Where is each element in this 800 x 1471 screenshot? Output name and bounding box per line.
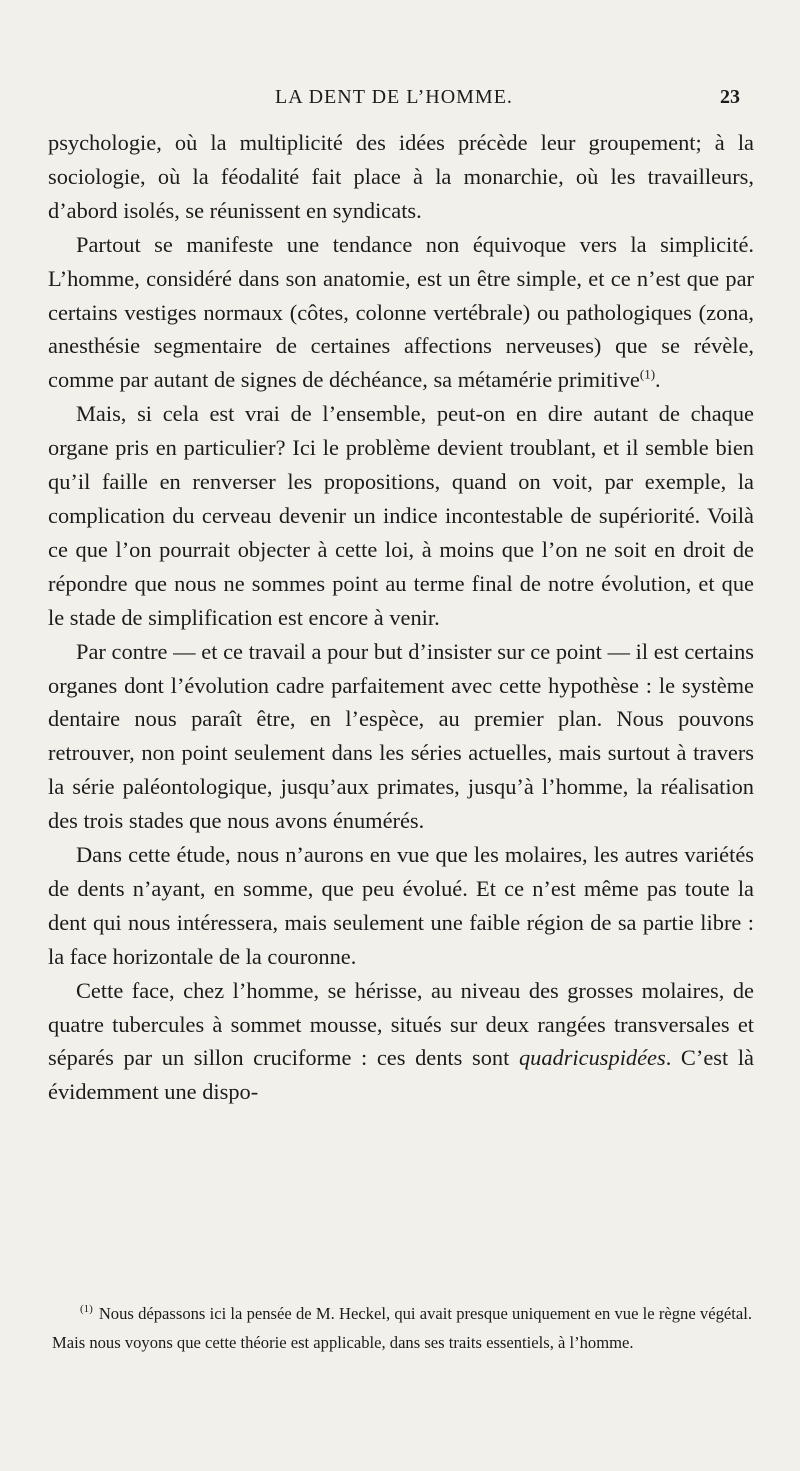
paragraph-1: psychologie, où la multiplicité des idées précède leur groupement; à la sociologie, où la féodalité fait place à la monarchie, où les travailleurs, d’abord isolés, se réunissent en syndicats. <box>48 130 754 223</box>
paragraph-4: Par contre — et ce travail a pour but d’insister sur ce point — il est certains organes dont l’évolution cadre parfaitement avec cette hypothèse : le système dentaire nous paraît être, en l’espèce, au premier plan. Nous pouvons retrouver, non point seulement dans les séries actuelles, mais surtout à travers la série paléontologique, jusqu’aux primates, jusqu’à l’homme, la réalisation des trois stades que nous avons énumérés. <box>48 638 754 834</box>
footnote <box>52 1300 752 1357</box>
footnote-reference: (1) <box>639 366 656 382</box>
paragraph-6 <box>48 974 754 1110</box>
paragraph-6-text-before: Cette face, chez l’homme, se hérisse, au niveau des grosses molaires, de quatre tubercules à sommet mousse, situés sur deux rangées transversales et séparés par un sillon cruciforme : ces dents sont <box>48 977 754 1071</box>
footnote-text: Nous dépassons ici la pensée de M. Heckel, qui avait presque uniquement en vue le règne végétal. Mais nous voyons que cette théorie est applicable, dans ses traits essentiels, à l’homme. <box>52 1304 752 1352</box>
paragraph-6-text-after: . C’est là évidemment une dispo- <box>48 1045 754 1105</box>
paragraph-3: Mais, si cela est vrai de l’ensemble, peut-on en dire autant de chaque organe pris en particulier? Ici le problème devient troublant, et il semble bien qu’il faille en renverser les propositions, quand on voit, par exemple, la complication du cerveau devenir un indice incontestable de supériorité. Voilà ce que l’on pourrait objecter à cette loi, à moins que l’on ne soit en droit de répondre que nous ne sommes point au terme final de notre évolution, et que le stade de simplification est encore à venir. <box>48 401 754 630</box>
page-number: 23 <box>720 86 740 108</box>
page-header <box>48 86 740 116</box>
paragraph-2-end: . <box>655 367 661 393</box>
paragraph-5: Dans cette étude, nous n’aurons en vue que les molaires, les autres variétés de dents n’ayant, en somme, que peu évolué. Et ce n’est même pas toute la dent qui nous intéressera, mais seulement une faible région de sa partie libre : la face horizontale de la couronne. <box>48 842 754 969</box>
paragraph-2-text: Partout se manifeste une tendance non équivoque vers la simplicité. L’homme, considéré dans son anatomie, est un être simple, et ce n’est que par certains vestiges normaux (côtes, colonne vertébrale) ou pathologiques (zona, anesthésie segmentaire de certaines affections nerveuses) que se révèle, comme par autant de signes de déchéance, sa métamérie primitive <box>48 231 754 393</box>
paragraph-2 <box>48 228 754 398</box>
running-title: LA DENT DE L’HOMME. <box>275 86 513 108</box>
footnote-mark: (1) <box>80 1303 93 1316</box>
italic-term: quadricuspidées <box>518 1045 666 1071</box>
body-text <box>48 126 754 1109</box>
